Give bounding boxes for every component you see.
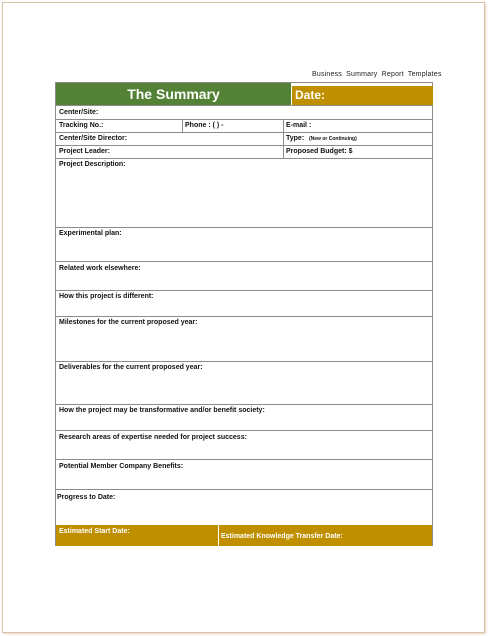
center-site-row[interactable] [56,105,432,119]
leader-row [56,145,432,158]
summary-form [55,82,433,546]
experimental-plan-row[interactable] [56,227,432,261]
transfer-date-label: Estimated Knowledge Transfer Date: [221,533,343,540]
related-work-row[interactable] [56,261,432,290]
document-page [2,2,485,633]
project-description-row[interactable] [56,158,432,227]
type-note: (New or Continuing) [309,136,357,142]
research-areas-row[interactable] [56,430,432,459]
tracking-no-label: Tracking No.: [59,122,104,129]
related-work-label: Related work elsewhere: [59,265,141,272]
member-benefits-row[interactable] [56,459,432,489]
divider [218,525,219,546]
transformative-label: How the project may be transformative and/or benefit society: [59,407,265,414]
divider [182,120,183,132]
divider [283,133,284,145]
form-title: The Summary [56,83,291,105]
center-site-label: Center/Site: [59,109,99,116]
progress-label: Progress to Date: [57,494,116,501]
milestones-label: Milestones for the current proposed year: [59,319,198,326]
divider [283,146,284,158]
how-different-row[interactable] [56,290,432,316]
type-label: Type: [286,135,305,142]
date-header: Date: [292,86,433,105]
divider [283,120,284,132]
transformative-row[interactable] [56,404,432,430]
member-benefits-label: Potential Member Company Benefits: [59,463,184,470]
email-label: E-mail : [286,122,312,129]
title-row [56,83,432,105]
director-row [56,132,432,145]
project-leader-label: Project Leader: [59,148,110,155]
phone-label: Phone : ( ) - [185,122,224,129]
milestones-row[interactable] [56,316,432,361]
how-different-label: How this project is different: [59,293,154,300]
deliverables-row[interactable] [56,361,432,404]
progress-row[interactable] [56,489,432,525]
proposed-budget-label: Proposed Budget: $ [286,148,353,155]
director-label: Center/Site Director: [59,135,128,142]
footer-bar [56,525,432,546]
experimental-plan-label: Experimental plan: [59,230,122,237]
deliverables-label: Deliverables for the current proposed year: [59,364,203,371]
project-description-label: Project Description: [59,161,126,168]
tracking-row [56,119,432,132]
header-note: Business Summary Report Templates [312,71,442,78]
start-date-label: Estimated Start Date: [59,528,130,535]
research-areas-label: Research areas of expertise needed for project success: [59,434,247,441]
